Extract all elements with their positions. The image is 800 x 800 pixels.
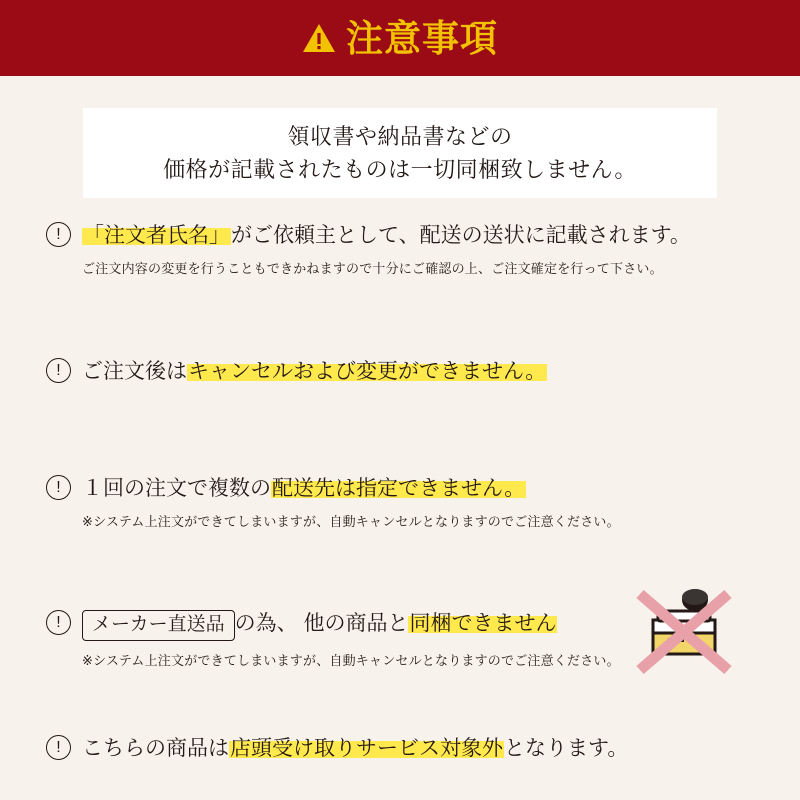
item-1-part-0: ご注文後は: [82, 360, 187, 383]
exclamation-circle-icon: !: [46, 735, 71, 760]
item-0-part-0: 「注文者氏名」: [83, 224, 230, 247]
page-header: [0, 0, 800, 76]
list-item-sub: ※システム上注文ができてしまいますが、自動キャンセルとなりますのでご注意ください。: [82, 514, 620, 530]
maker-direct-label: メーカー直送品: [82, 610, 235, 641]
item-1-part-1: キャンセルおよび変更ができません。: [188, 360, 547, 383]
notice-box: [83, 108, 717, 198]
exclamation-circle-icon: !: [46, 475, 71, 500]
list-item-main: [82, 735, 800, 762]
warning-triangle-icon: [302, 23, 336, 54]
item-4-part-1: 店頭受け取りサービス対象外: [230, 737, 503, 760]
notice-line-1: 領収書や納品書などの: [287, 123, 513, 149]
list-item-main: [82, 358, 800, 385]
item-2-part-1: 配送先は指定できません。: [272, 477, 526, 500]
header-content: [302, 17, 498, 59]
exclamation-circle-icon: !: [46, 358, 71, 383]
list-item-sub: ※システム上注文ができてしまいますが、自動キャンセルとなりますのでご注意ください。: [82, 652, 620, 668]
list-item: [0, 358, 800, 385]
exclamation-circle-icon: !: [46, 222, 71, 247]
item-3-part-0: の為、 他の商品と: [234, 612, 409, 635]
list-item: [0, 735, 800, 762]
exclamation-circle-icon: !: [46, 610, 71, 635]
notice-line-2: 価格が記載されたものは一切同梱致しません。: [163, 157, 637, 182]
list-item: [0, 475, 800, 530]
item-2-part-0: １回の注文で複数の: [82, 477, 271, 500]
page-title: 注意事項: [346, 17, 498, 59]
item-0-part-1: がご依頼主として、配送の送状に記載されます。: [231, 224, 691, 247]
item-4-part-2: となります。: [504, 737, 629, 760]
item-3-part-1: 同梱できません: [409, 612, 557, 635]
list-item: [0, 222, 800, 277]
list-item-main: [82, 475, 800, 502]
item-4-part-0: こちらの商品は: [82, 737, 229, 760]
list-item-sub: ご注文内容の変更を行うこともできかねますので十分にご確認の上、ご注文確定を行って下さい。: [82, 261, 663, 277]
no-combined-shipping-icon: [628, 578, 740, 678]
list-item-main: [82, 222, 800, 249]
